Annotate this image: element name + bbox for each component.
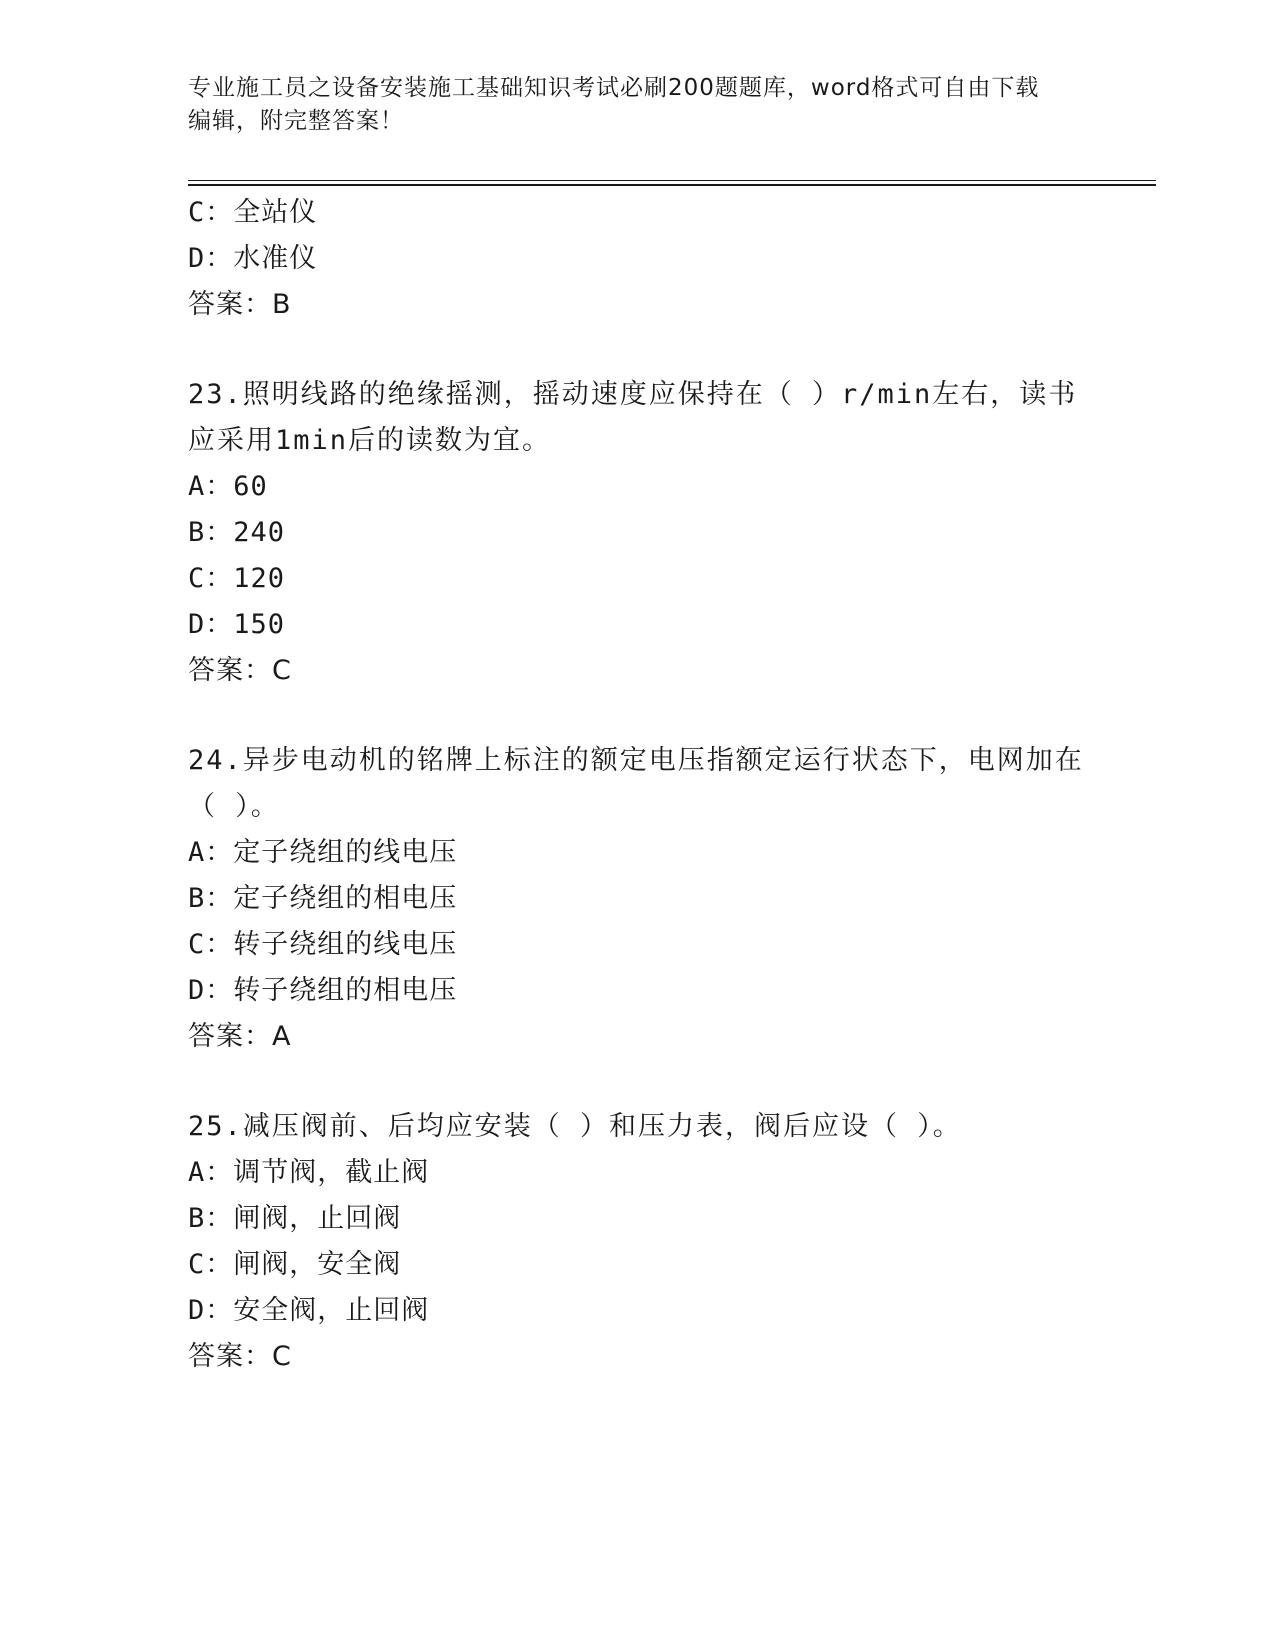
option-d: D：水准仪 xyxy=(188,243,318,274)
question-stem: 23.照明线路的绝缘摇测，摇动速度应保持在（ ）r/min左右，读书应采用1min后的读数为宜。 xyxy=(188,379,1078,456)
option-a: A：定子绕组的线电压 xyxy=(188,837,458,868)
header-divider-thick xyxy=(188,184,1156,186)
option-a: A：调节阀，截止阀 xyxy=(188,1157,430,1188)
spacer xyxy=(188,694,1088,738)
question-25 xyxy=(188,1104,1088,1380)
option-b: B：240 xyxy=(188,517,286,548)
option-c: C：全站仪 xyxy=(188,197,318,228)
option-c: C：转子绕组的线电压 xyxy=(188,929,458,960)
option-d: D：150 xyxy=(188,609,286,640)
question-22-continued xyxy=(188,190,1088,328)
question-23 xyxy=(188,372,1088,694)
option-c: C：120 xyxy=(188,563,286,594)
answer-line: 答案：C xyxy=(188,655,292,686)
header-title-line-1: 专业施工员之设备安装施工基础知识考试必刷200题题库，word格式可自由下载 xyxy=(188,75,1040,101)
option-d: D：安全阀，止回阀 xyxy=(188,1295,430,1326)
document-header xyxy=(188,72,1088,138)
option-b: B：定子绕组的相电压 xyxy=(188,883,458,914)
option-c: C：闸阀，安全阀 xyxy=(188,1249,402,1280)
answer-line: 答案：C xyxy=(188,1341,292,1372)
question-stem: 25.减压阀前、后均应安装（ ）和压力表，阀后应设（ ）。 xyxy=(188,1111,962,1142)
spacer xyxy=(188,328,1088,372)
answer-line: 答案：B xyxy=(188,289,292,320)
option-b: B：闸阀，止回阀 xyxy=(188,1203,402,1234)
header-divider-thin xyxy=(188,180,1156,181)
option-d: D：转子绕组的相电压 xyxy=(188,975,458,1006)
question-list xyxy=(188,190,1088,1380)
option-a: A：60 xyxy=(188,471,268,502)
question-24 xyxy=(188,738,1088,1060)
spacer xyxy=(188,1060,1088,1104)
header-title-line-2: 编辑，附完整答案！ xyxy=(188,108,404,134)
question-stem: 24.异步电动机的铭牌上标注的额定电压指额定运行状态下，电网加在（ ）。 xyxy=(188,745,1084,822)
answer-line: 答案：A xyxy=(188,1021,292,1052)
